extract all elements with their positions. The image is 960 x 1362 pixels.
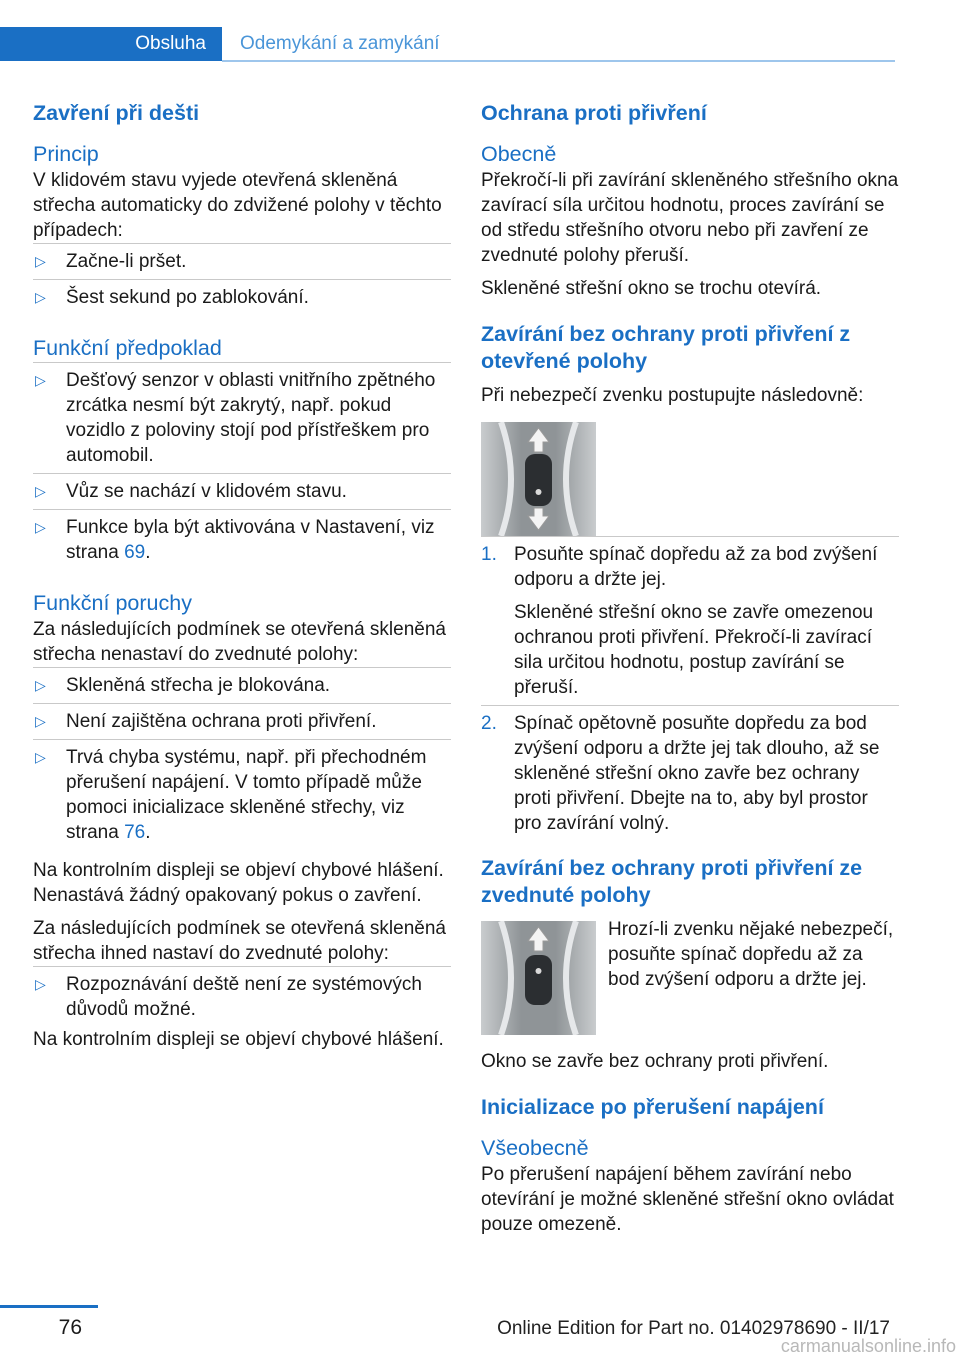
zvednute-block <box>481 917 899 1041</box>
watermark: carmanualsonline.info <box>780 1336 956 1356</box>
page-link-69[interactable]: 69 <box>124 542 146 563</box>
list-item: 2. Spínač opětovně posuňte dopředu za bod zvýšení odporu a držte jej tak dlouho, až se skleněné střešní okno zavře bez ochrany proti přivření. Dbejte na to, aby byl prostor pro zavírání volný. <box>481 705 899 841</box>
obecne-heading: Obecně <box>481 142 557 166</box>
triangle-bullet-icon: ▷ <box>35 253 46 269</box>
poruchy-text-2: Za následujících podmínek se otevřená skleněná střecha ihned nastaví do zvednuté polohy: <box>33 918 446 964</box>
predpoklad-list <box>33 362 451 570</box>
list-item: ▷ Vůz se nachází v klidovém stavu. <box>33 473 451 509</box>
poruchy-list <box>33 667 451 850</box>
roof-switch-photo <box>481 422 596 536</box>
princip-text: V klidovém stavu vyjede otevřená skleněná střecha automaticky do zdvižené polohy v těchto případech: <box>33 170 442 241</box>
princip-list <box>33 243 451 315</box>
princip-heading: Princip <box>33 142 99 166</box>
section-tab[interactable]: Obsluha <box>0 27 222 61</box>
list-item: ▷ Funkce byla být aktivována v Nastavení, viz strana 69. <box>33 509 451 570</box>
triangle-bullet-icon: ▷ <box>35 372 46 388</box>
list-item: ▷ Začne-li pršet. <box>33 243 451 279</box>
step-number: 2. <box>481 713 497 734</box>
poruchy-text: Za následujících podmínek se otevřená skleněná střecha nenastaví do zvednuté polohy: <box>33 619 446 665</box>
list-item: ▷ Rozpoznávání deště není ze systémových důvodů možné. <box>33 966 451 1027</box>
left-column <box>33 100 451 1052</box>
otevrene-heading: Zavírání bez ochrany proti přivření z otevřené polohy <box>481 322 851 373</box>
triangle-bullet-icon: ▷ <box>35 976 46 992</box>
page-header <box>0 27 895 63</box>
otevrene-intro: Při nebezpečí zvenku postupujte následovně: <box>481 385 864 406</box>
inicializace-title: Inicializace po přerušení napájení <box>481 1095 824 1119</box>
steps-list <box>481 536 899 841</box>
poruchy-heading: Funkční poruchy <box>33 591 192 615</box>
triangle-bullet-icon: ▷ <box>35 749 46 765</box>
inicializace-text: Po přerušení napájení během zavírání nebo otevírání je možné skleněné střešní okno ovládat pouze omezeně. <box>481 1164 894 1235</box>
triangle-bullet-icon: ▷ <box>35 713 46 729</box>
roof-switch-photo-2 <box>481 921 596 1035</box>
list-item: ▷ Šest sekund po zablokování. <box>33 279 451 315</box>
list-item: ▷ Trvá chyba systému, např. při přechodném přerušení napájení. V tomto případě může pomoci inicializace skleněné střechy, viz strana 76. <box>33 739 451 850</box>
triangle-bullet-icon: ▷ <box>35 677 46 693</box>
section-title: Zavření při dešti <box>33 101 200 125</box>
list-item: ▷ Skleněná střecha je blokována. <box>33 667 451 703</box>
triangle-bullet-icon: ▷ <box>35 289 46 305</box>
list-item: ▷ Dešťový senzor v oblasti vnitřního zpětného zrcátka nesmí být zakrytý, např. pokud vozidlo z poloviny stojí pod přístřeškem pro automobil. <box>33 362 451 473</box>
triangle-bullet-icon: ▷ <box>35 483 46 499</box>
zvednute-heading: Zavírání bez ochrany proti přivření ze zvednuté polohy <box>481 856 863 907</box>
triangle-bullet-icon: ▷ <box>35 519 46 535</box>
footer-rule <box>0 1305 98 1308</box>
section-title-right: Ochrana proti přivření <box>481 101 707 125</box>
right-column <box>481 100 899 1237</box>
vseobecne-heading: Všeobecně <box>481 1136 589 1160</box>
zvednute-after: Okno se zavře bez ochrany proti přivření. <box>481 1051 829 1072</box>
step-number: 1. <box>481 544 497 565</box>
list-item: 1. Posuňte spínač dopředu až za bod zvýšení odporu a držte jej. Skleněné střešní okno se zavře omezenou ochranou proti přivření. Překročí-li zavírací sila určitou hodnotu, postup zavírání se přeruší. <box>481 536 899 705</box>
list-item: ▷ Není zajištěna ochrana proti přivření. <box>33 703 451 739</box>
page-number: 76 <box>58 1316 82 1339</box>
zvednute-text: Hrozí-li zvenku nějaké nebezpečí, posuňte spínač dopředu až za bod zvýšení odporu a držte jej. <box>608 919 894 990</box>
error-message-text: Na kontrolním displeji se objeví chybové hlášení. Nenastává žádný opakovaný pokus o zavření. <box>33 860 444 906</box>
edition-label: Online Edition for Part no. 01402978690 - II/17 <box>497 1318 890 1339</box>
error-message-text-2: Na kontrolním displeji se objeví chybové hlášení. <box>33 1029 444 1050</box>
header-divider <box>222 60 895 62</box>
obecne-text-2: Skleněné střešní okno se trochu otevírá. <box>481 278 822 299</box>
obecne-text: Překročí-li při zavírání skleněného střešního okna zavírací síla určitou hodnotu, proces zavírání se od středu střešního otvoru nebo při zavření ze zvednuté polohy přeruší. <box>481 170 899 266</box>
chapter-breadcrumb[interactable]: Odemykání a zamykání <box>240 33 440 54</box>
page-link-76[interactable]: 76 <box>124 822 146 843</box>
predpoklad-heading: Funkční předpoklad <box>33 336 222 360</box>
poruchy-list-2 <box>33 966 451 1027</box>
